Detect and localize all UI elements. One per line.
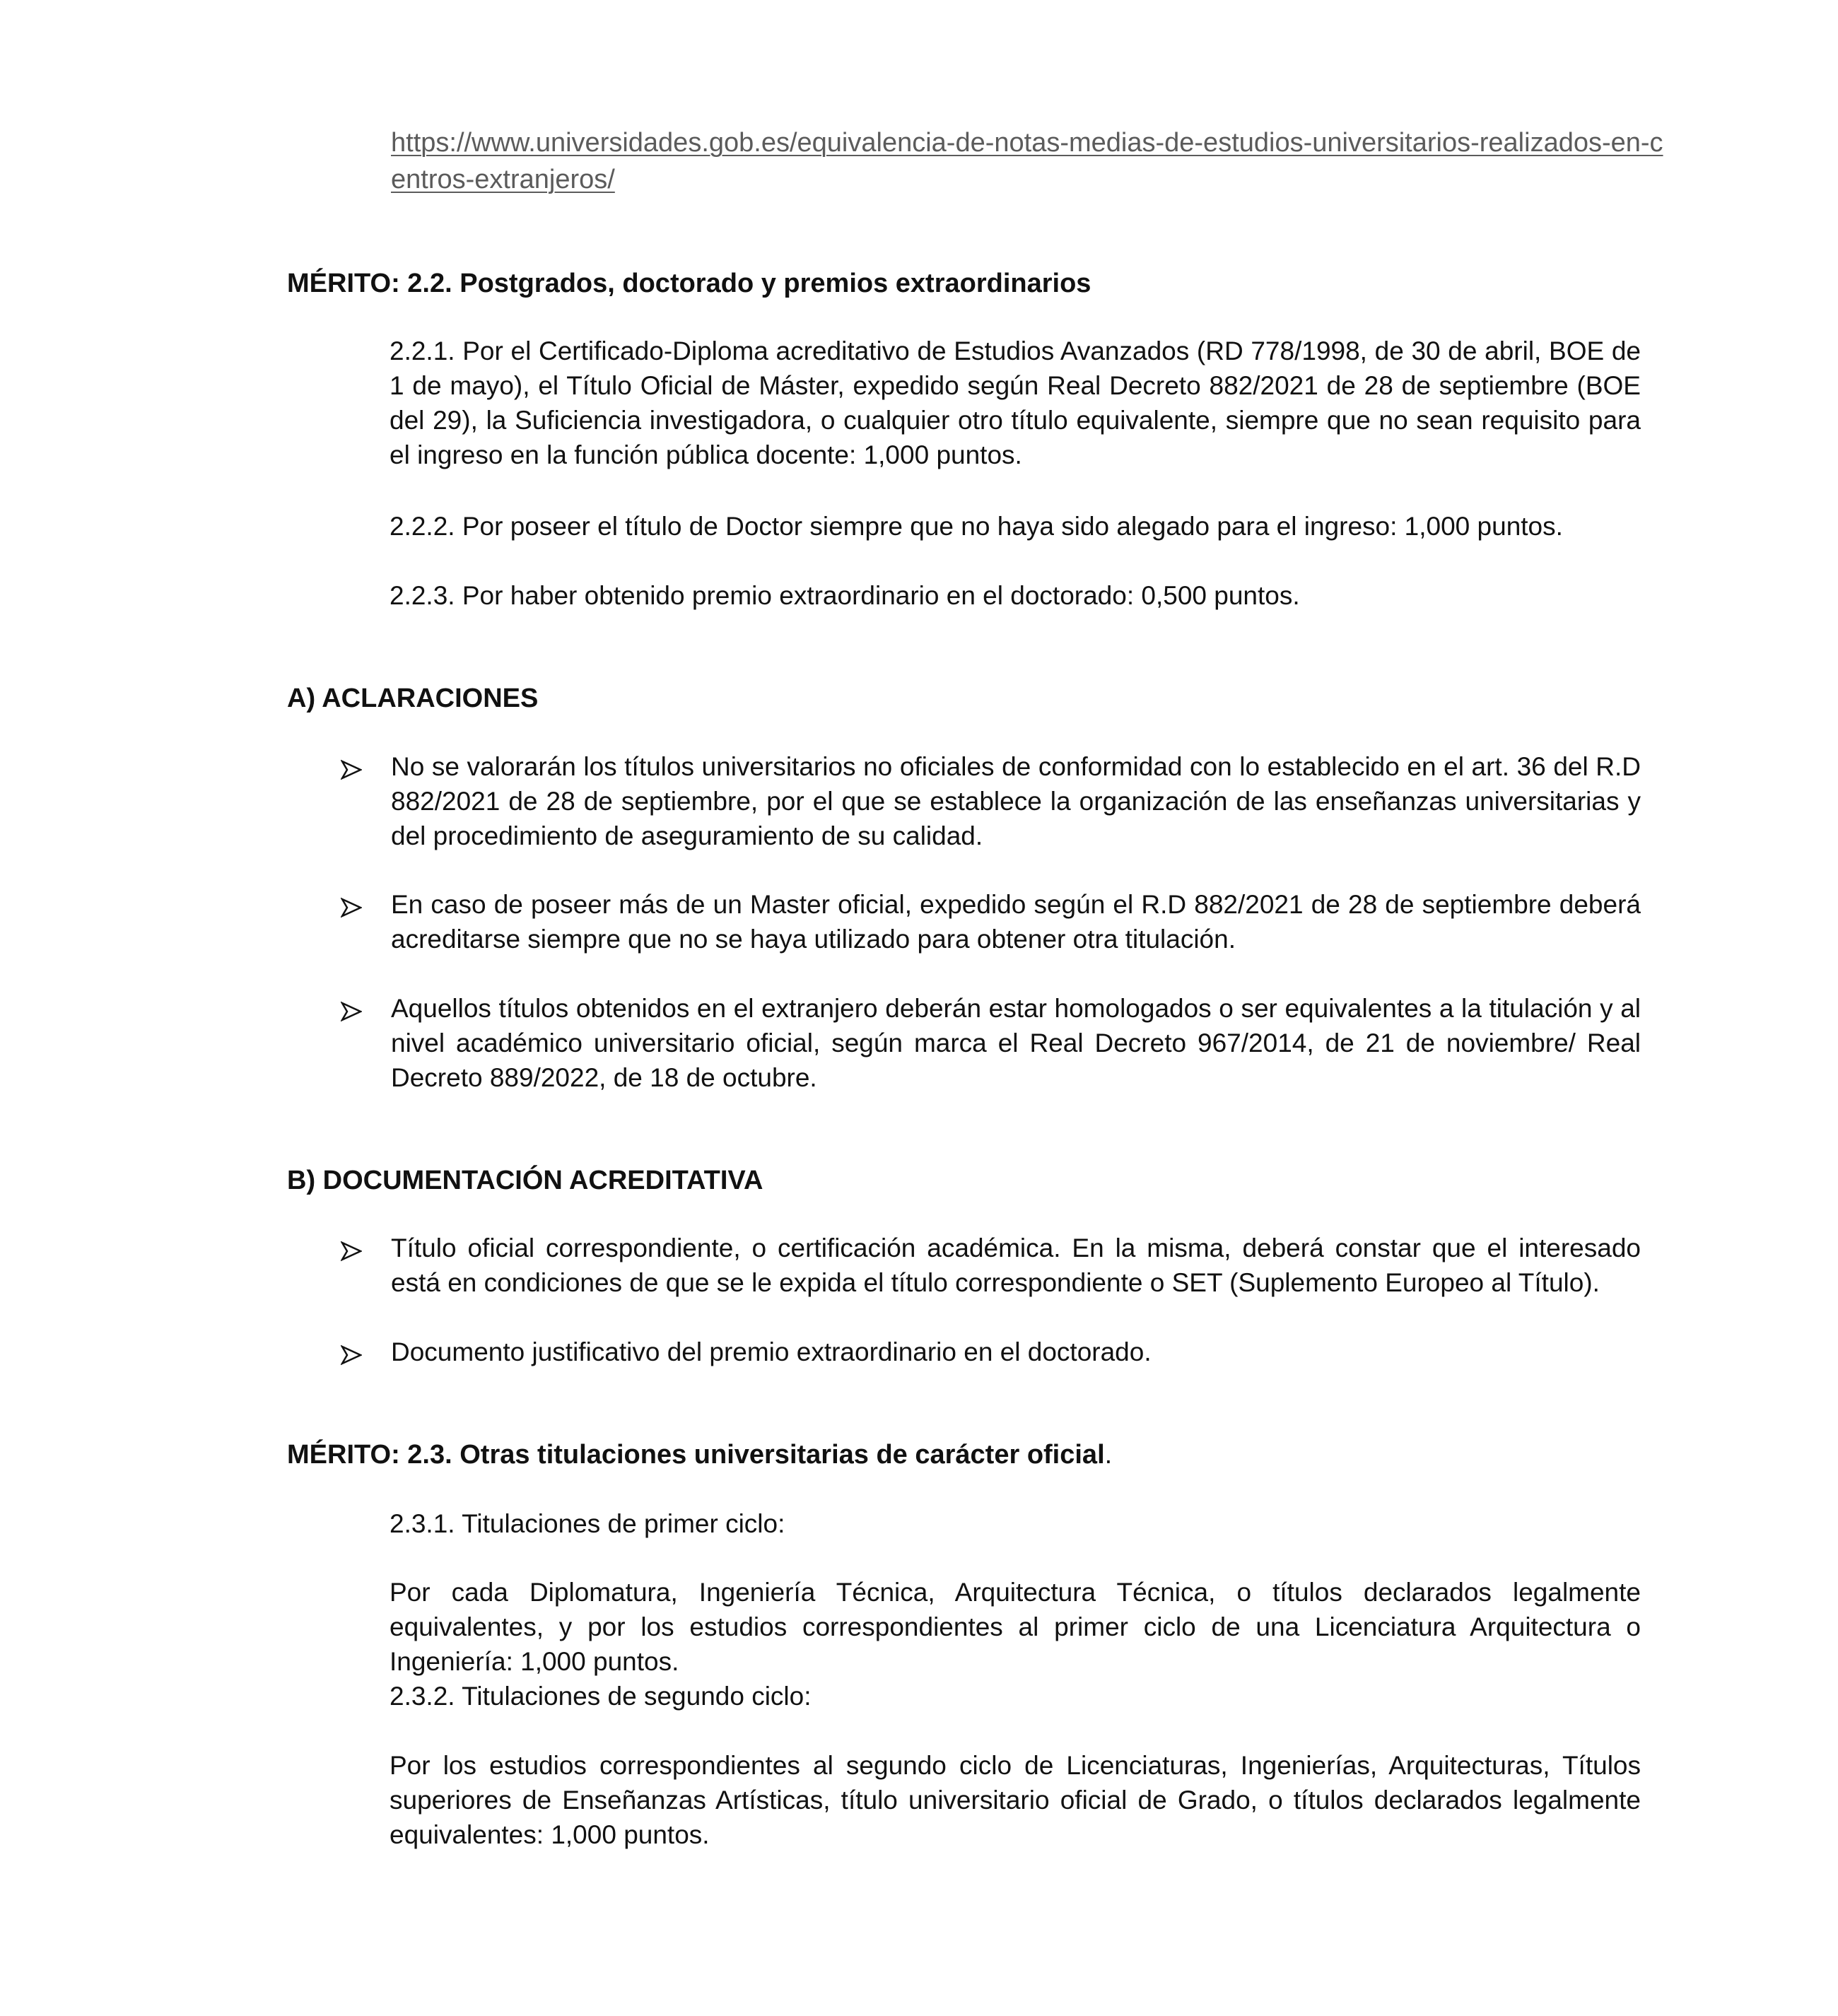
aclaracion-item: No se valorarán los títulos universitarios no oficiales de conformidad con lo establecido en el art. 36 del R.D 882/2021 de 28 de septiembre, por el que se establece la organización de las enseñanzas universitarias y del procedimiento de aseguramiento de su calidad. [391, 752, 1641, 850]
documentacion-item: Título oficial correspondiente, o certificación académica. En la misma, deberá constar que el interesado está en condiciones de que se le expida el título correspondiente o SET (Suplemento Europeo al Título). [391, 1233, 1641, 1297]
section-2-3-heading-period: . [1104, 1440, 1113, 1470]
arrowhead-bullet-icon [341, 1001, 362, 1022]
item-2-3-1-text: Por cada Diplomatura, Ingeniería Técnica, Arquitectura Técnica, o títulos declarados legalmente equivalentes, y por los estudios correspondientes al primer ciclo de una Licenciatura Arquitectura o Ingeniería: 1,000 puntos. [390, 1578, 1641, 1676]
item-2-3-1-title: 2.3.1. Titulaciones de primer ciclo: [390, 1509, 785, 1538]
item-2-2-3: 2.2.3. Por haber obtenido premio extraordinario en el doctorado: 0,500 puntos. [390, 581, 1300, 610]
section-2-2-heading: MÉRITO: 2.2. Postgrados, doctorado y premios extraordinarios [287, 269, 1091, 298]
arrowhead-bullet-icon [341, 1241, 362, 1262]
section-2-3-heading-text: MÉRITO: 2.3. Otras titulaciones universitarias de carácter oficial [287, 1440, 1105, 1470]
arrowhead-bullet-icon [341, 1344, 362, 1366]
arrowhead-bullet-icon [341, 759, 362, 780]
documentacion-item: Documento justificativo del premio extraordinario en el doctorado. [391, 1337, 1152, 1366]
item-2-2-1: 2.2.1. Por el Certificado-Diploma acreditativo de Estudios Avanzados (RD 778/1998, de 30 de abril, BOE de 1 de mayo), el Título Oficial de Máster, expedido según Real Decreto 882/2021 de 28 de septiembre (BOE del 29), la Suficiencia investigadora, o cualquier otro título equivalente, siempre que no sean requisito para el ingreso en la función pública docente: 1,000 puntos. [390, 336, 1641, 469]
aclaracion-item: En caso de poseer más de un Master oficial, expedido según el R.D 882/2021 de 28 de septiembre deberá acreditarse siempre que no se haya utilizado para obtener otra titulación. [391, 890, 1641, 954]
equivalencia-link[interactable]: https://www.universidades.gob.es/equivalencia-de-notas-medias-de-estudios-universitarios-realizados-en-centros-extranjeros/ [391, 128, 1663, 194]
aclaracion-item: Aquellos títulos obtenidos en el extranjero deberán estar homologados o ser equivalentes a la titulación y al nivel académico universitario oficial, según marca el Real Decreto 967/2014, de 21 de noviembre/ Real Decreto 889/2022, de 18 de octubre. [391, 994, 1641, 1092]
aclaraciones-heading: A) ACLARACIONES [287, 684, 539, 713]
documentacion-heading: B) DOCUMENTACIÓN ACREDITATIVA [287, 1166, 763, 1195]
item-2-3-2-title: 2.3.2. Titulaciones de segundo ciclo: [390, 1682, 812, 1711]
item-2-2-2: 2.2.2. Por poseer el título de Doctor siempre que no haya sido alegado para el ingreso: 1,000 puntos. [390, 512, 1563, 541]
item-2-3-2-text: Por los estudios correspondientes al segundo ciclo de Licenciaturas, Ingenierías, Arquitecturas, Títulos superiores de Enseñanzas Artísticas, título universitario oficial de Grado, o títulos declarados legalmente equivalentes: 1,000 puntos. [390, 1751, 1641, 1849]
section-2-3-heading [287, 1437, 1112, 1472]
arrowhead-bullet-icon [341, 897, 362, 918]
